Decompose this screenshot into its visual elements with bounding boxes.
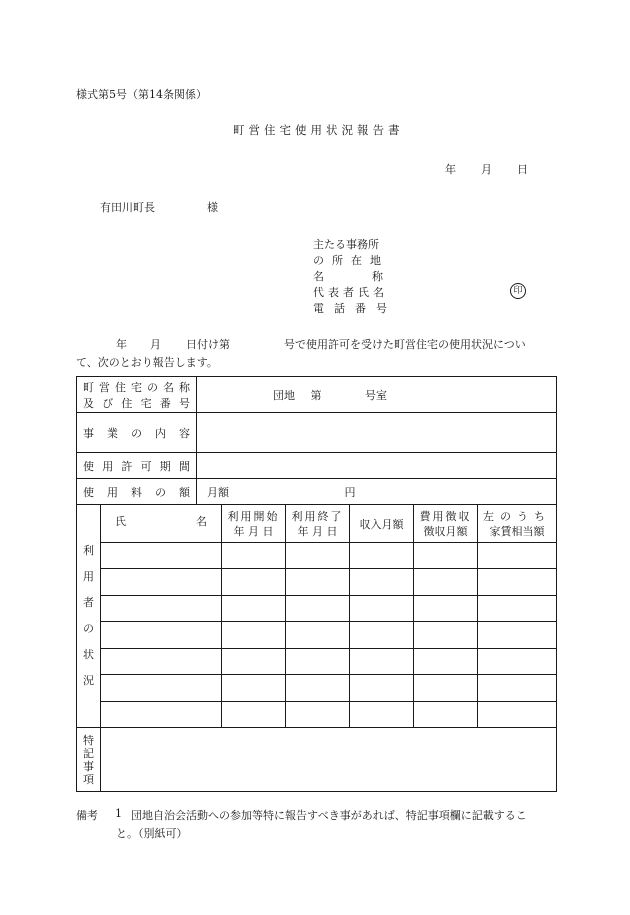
remarks-field[interactable] xyxy=(101,728,557,792)
rent-cell[interactable] xyxy=(478,569,557,596)
fee-cell[interactable] xyxy=(414,622,478,649)
phone-label: 電話番号 xyxy=(313,302,397,315)
start-date-cell[interactable] xyxy=(222,675,286,702)
start-date-cell[interactable] xyxy=(222,622,286,649)
col-header-fee: 費用徴収 徴収月額 xyxy=(414,505,478,543)
user-name-cell[interactable] xyxy=(101,675,222,702)
table-row xyxy=(77,622,557,649)
start-date-cell[interactable] xyxy=(222,596,286,622)
fee-cell[interactable] xyxy=(414,702,478,728)
table-row xyxy=(77,543,557,569)
fee-cell[interactable] xyxy=(414,543,478,569)
table-row xyxy=(77,596,557,622)
income-cell[interactable] xyxy=(350,569,414,596)
rent-cell[interactable] xyxy=(478,543,557,569)
end-date-cell[interactable] xyxy=(286,569,350,596)
fee-cell[interactable] xyxy=(414,596,478,622)
fee-cell[interactable] xyxy=(414,569,478,596)
note-line2: と。（別紙可） xyxy=(116,827,188,840)
usage-fee-field[interactable]: 月額 円 xyxy=(197,479,557,505)
start-date-cell[interactable] xyxy=(222,569,286,596)
office-address-label-2: の所在地 xyxy=(313,254,389,267)
intro-year: 年 xyxy=(116,338,127,351)
end-date-cell[interactable] xyxy=(286,543,350,569)
name-label: 名称 xyxy=(313,270,431,283)
end-date-cell[interactable] xyxy=(286,675,350,702)
office-address-label-1: 主たる事務所 xyxy=(313,238,379,251)
income-cell[interactable] xyxy=(350,543,414,569)
table-row xyxy=(77,649,557,675)
end-date-cell[interactable] xyxy=(286,622,350,649)
rent-cell[interactable] xyxy=(478,622,557,649)
housing-name-field[interactable]: 団地 第 号室 xyxy=(197,377,557,413)
note-number: 1 xyxy=(115,807,122,820)
user-name-cell[interactable] xyxy=(101,702,222,728)
user-name-cell[interactable] xyxy=(101,622,222,649)
col-header-name: 氏 名 xyxy=(101,505,222,543)
intro-month: 月 xyxy=(150,338,161,351)
business-content-label: 事業の内容 xyxy=(77,413,197,453)
report-table xyxy=(76,376,557,792)
col-header-rent: 左のうち 家賃相当額 xyxy=(478,505,557,543)
col-header-income: 収入月額 xyxy=(350,505,414,543)
page-title: 町営住宅使用状況報告書 xyxy=(233,123,404,137)
usage-fee-label: 使用料の額 xyxy=(77,479,197,505)
users-status-side-label: 利 用 者 の 状 況 xyxy=(77,505,101,728)
note-label: 備考 xyxy=(76,809,98,822)
note-line1: 団地自治会活動への参加等特に報告すべき事があれば、特記事項欄に記載するこ xyxy=(131,809,527,822)
rent-cell[interactable] xyxy=(478,596,557,622)
income-cell[interactable] xyxy=(350,622,414,649)
addressee-name: 有田川町長 xyxy=(100,201,155,214)
remarks-label: 特 記 事 項 xyxy=(77,728,101,792)
user-name-cell[interactable] xyxy=(101,569,222,596)
business-content-field[interactable] xyxy=(197,413,557,453)
intro-line2: て、次のとおり報告します。 xyxy=(76,356,218,369)
representative-label: 代表者氏名 xyxy=(313,286,388,299)
seal-mark xyxy=(510,283,526,299)
start-date-cell[interactable] xyxy=(222,649,286,675)
fee-cell[interactable] xyxy=(414,649,478,675)
start-date-cell[interactable] xyxy=(222,543,286,569)
fee-cell[interactable] xyxy=(414,675,478,702)
seal-icon: 印 xyxy=(510,283,526,299)
income-cell[interactable] xyxy=(350,649,414,675)
user-name-cell[interactable] xyxy=(101,596,222,622)
end-date-cell[interactable] xyxy=(286,596,350,622)
table-row xyxy=(77,675,557,702)
table-row xyxy=(77,702,557,728)
permit-period-label: 使用許可期間 xyxy=(77,453,197,479)
end-date-cell[interactable] xyxy=(286,649,350,675)
start-date-cell[interactable] xyxy=(222,702,286,728)
end-date-cell[interactable] xyxy=(286,702,350,728)
col-header-end-date: 利用終了 年 月 日 xyxy=(286,505,350,543)
user-name-cell[interactable] xyxy=(101,543,222,569)
housing-name-label: 町営住宅の名称 及び住宅番号 xyxy=(77,377,197,413)
col-header-start-date: 利用開始 年 月 日 xyxy=(222,505,286,543)
intro-day-prefix: 日付け第 xyxy=(186,338,230,351)
rent-cell[interactable] xyxy=(478,649,557,675)
income-cell[interactable] xyxy=(350,702,414,728)
date-year: 年 xyxy=(445,163,456,176)
date-month: 月 xyxy=(481,163,492,176)
income-cell[interactable] xyxy=(350,675,414,702)
user-name-cell[interactable] xyxy=(101,649,222,675)
addressee-honorific: 様 xyxy=(207,201,218,214)
table-row xyxy=(77,569,557,596)
income-cell[interactable] xyxy=(350,596,414,622)
intro-rest: 号で使用許可を受けた町営住宅の使用状況につい xyxy=(284,338,526,351)
permit-period-field[interactable] xyxy=(197,453,557,479)
date-day: 日 xyxy=(517,163,528,176)
rent-cell[interactable] xyxy=(478,702,557,728)
rent-cell[interactable] xyxy=(478,675,557,702)
form-number: 様式第5号（第14条関係） xyxy=(76,88,207,101)
